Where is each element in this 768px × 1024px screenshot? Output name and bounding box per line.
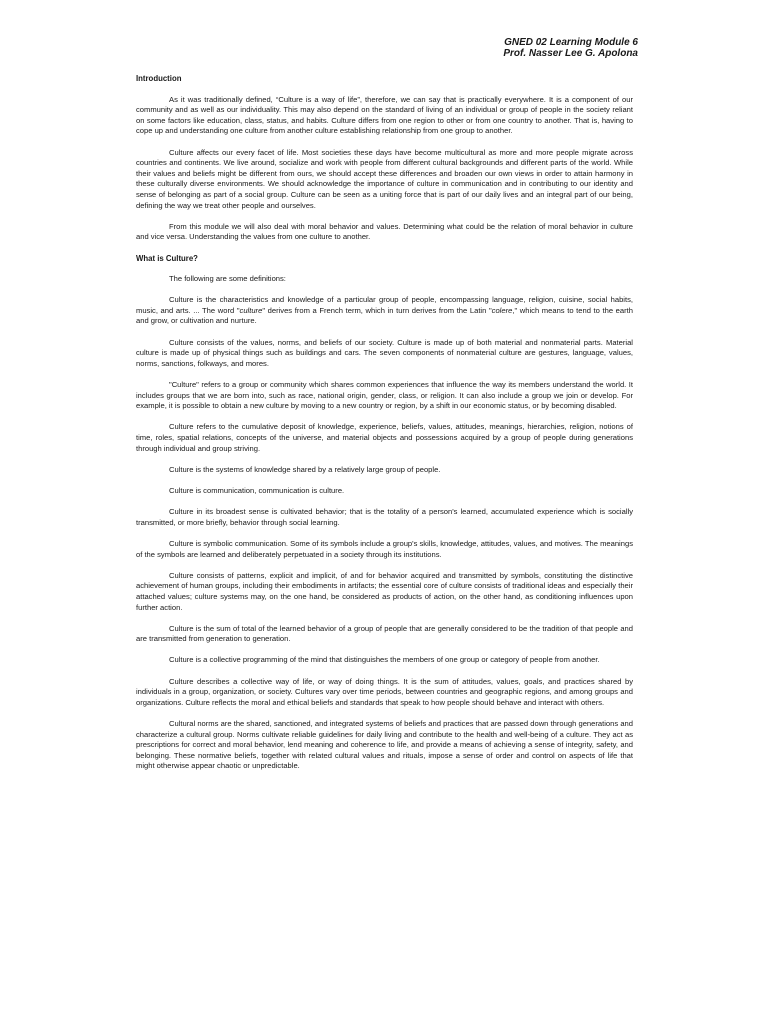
intro-paragraph: As it was traditionally defined, “Culture is a way of life”, therefore, we can say that is practically everywhere. It is a component of our community and as well as our individuality. This may also depend on the standard of living of an individual or group of people in the society reliant on some factors like education, class, status, and habits. Culture differs from one region to other or from one country to another. That is, having to cope up and understanding one culture from another culture establishing relationship from one group to another. bbox=[136, 94, 633, 136]
definition-paragraph bbox=[136, 295, 633, 327]
definition-paragraph: Culture consists of patterns, explicit and implicit, of and for behavior acquired and transmitted by symbols, constituting the distinctive achievement of human groups, including their embodiments in artifacts; the essential core of culture consists of traditional ideas and especially their attached values; culture systems may, on the one hand, be considered as products of action, on the other hand, as conditioning influences upon further action. bbox=[136, 570, 633, 612]
what-is-culture-heading: What is Culture? bbox=[136, 253, 198, 263]
definition-paragraph: Culture is communication, communication is culture. bbox=[169, 485, 345, 495]
professor-name: Prof. Nasser Lee G. Apolona bbox=[503, 48, 638, 59]
definition-paragraph: Cultural norms are the shared, sanctioned, and integrated systems of beliefs and practices that are passed down through generations and characterize a cultural group. Norms cultivate reliable guidelines for daily living and contribute to the health and well-being of a culture. They act as prescriptions for correct and moral behavior, lend meaning and coherence to life, and provide a means of achieving a sense of integrity, safety, and belonging. These normative beliefs, together with related cultural values and rituals, impose a sense of order and control on aspects of life that might otherwise appear chaotic or unpredictable. bbox=[136, 719, 633, 771]
module-title: GNED 02 Learning Module 6 bbox=[504, 37, 638, 48]
definition-paragraph: Culture consists of the values, norms, and beliefs of our society. Culture is made up of both material and nonmaterial parts. Material culture is made up of physical things such as buildings and cars. The seven components of nonmaterial culture are gestures, language, values, norms, sanctions, folkways, and mores. bbox=[136, 337, 633, 368]
introduction-heading: Introduction bbox=[136, 74, 182, 83]
definition-emphasis: colere bbox=[491, 305, 513, 315]
definition-text: " derives from a French term, which in turn derives from the Latin " bbox=[262, 305, 492, 315]
document-header bbox=[503, 37, 638, 59]
definition-text: ," which means to tend to the earth and grow, or cultivation and nurture. bbox=[136, 305, 633, 326]
definition-paragraph: Culture is a collective programming of the mind that distinguishes the members of one group or category of people from another. bbox=[169, 655, 600, 665]
definition-paragraph: Culture in its broadest sense is cultivated behavior; that is the totality of a person's learned, accumulated experience which is socially transmitted, or more briefly, behavior through social learning. bbox=[136, 507, 633, 527]
intro-paragraph: Culture affects our every facet of life. Most societies these days have become multicultural as more and more people migrate across countries and continents. We live around, socialize and work with people from different cultural backgrounds and different parts of the world. While their values and beliefs might be different from ours, we should accept these differences and broaden our own views in order to attain harmony in these culturally diverse environments. We should acknowledge the importance of culture in communication and in contributing to our identity and sense of belonging as part of a social group. Culture can be seen as a uniting force that is part of our daily lives and an integral part of our being, defining the way we treat other people and ourselves. bbox=[136, 147, 633, 210]
definition-emphasis: culture bbox=[239, 305, 263, 315]
definition-paragraph: Culture is symbolic communication. Some of its symbols include a group's skills, knowledge, attitudes, values, and motives. The meanings of the symbols are learned and deliberately perpetuated in a society through its institutions. bbox=[136, 538, 633, 559]
definition-text: Culture is the characteristics and knowledge of a particular group of people, encompassing language, religion, cuisine, social habits, music, and arts. ... The word " bbox=[136, 295, 633, 315]
definition-paragraph: Culture refers to the cumulative deposit of knowledge, experience, beliefs, values, attitudes, meanings, hierarchies, religion, notions of time, roles, spatial relations, concepts of the universe, and material objects and possessions acquired by a group of people during generations through individual and group striving. bbox=[136, 422, 633, 453]
document-body bbox=[136, 74, 633, 783]
definition-paragraph: Culture is the sum of total of the learned behavior of a group of people that are generally considered to be the tradition of that people and are transmitted from generation to generation. bbox=[136, 623, 633, 644]
intro-paragraph: From this module we will also deal with moral behavior and values. Determining what could be the relation of moral behavior in culture and vice versa. Understanding the values from one culture to another. bbox=[136, 221, 633, 242]
definitions-lead: The following are some definitions: bbox=[169, 274, 286, 284]
definition-paragraph: Culture describes a collective way of life, or way of doing things. It is the sum of attitudes, values, goals, and practices shared by individuals in a group, organization, or society. Cultures vary over time periods, between countries and geographic regions, and among groups and organizations. Culture reflects the moral and ethical beliefs and standards that speak to how people should behave and interact with others. bbox=[136, 676, 633, 707]
definition-paragraph: Culture is the systems of knowledge shared by a relatively large group of people. bbox=[169, 464, 441, 474]
definition-paragraph: "Culture" refers to a group or community which shares common experiences that influence the way its members understand the world. It includes groups that we are born into, such as race, national origin, gender, class, or religion. It can also include a group we join or develop. For example, it is possible to obtain a new culture by moving to a new country or region, by a shift in our economic status, or by becoming disabled. bbox=[136, 380, 633, 411]
